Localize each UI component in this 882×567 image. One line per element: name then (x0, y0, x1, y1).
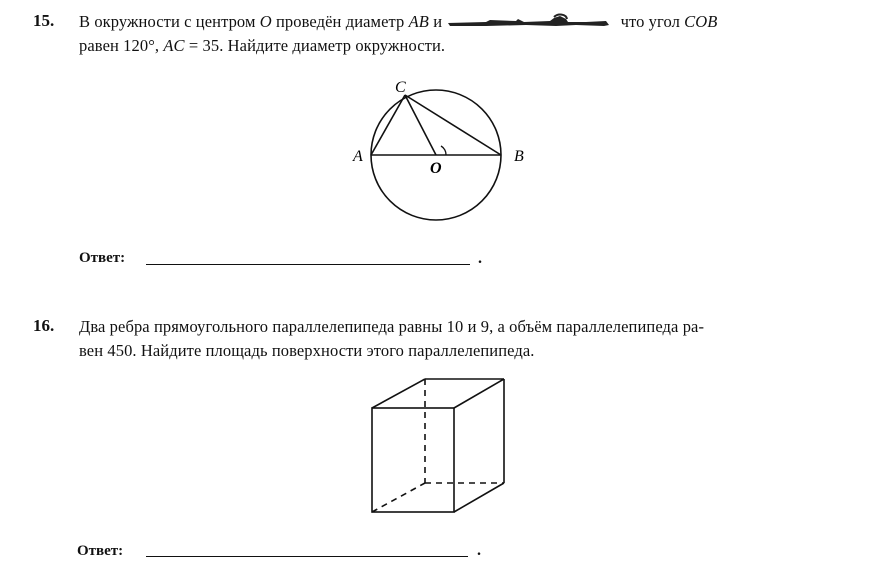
circle-figure (340, 75, 540, 235)
hidden-edge-bottom-left (372, 483, 425, 512)
label-a: A (353, 148, 363, 165)
segment-cb (405, 95, 501, 155)
p15-text-6: = 35. Найдите диаметр окружности. (184, 36, 446, 55)
p15-angle-label: COB (684, 12, 718, 31)
problem-16-number: 16. (33, 316, 55, 335)
problem-16-line-2: вен 450. Найдите площадь поверхности этого параллелепипеда. (79, 341, 535, 360)
p15-text-4: что угол (616, 12, 685, 31)
problem-15-number: 15. (33, 11, 55, 30)
parallelepiped-figure (360, 370, 520, 520)
label-b: B (514, 148, 524, 165)
segment-ac (371, 95, 405, 155)
p15-text-1: В окружности с центром (79, 12, 260, 31)
ink-smudge-icon (446, 13, 616, 29)
label-c: C (395, 79, 406, 96)
edge-top-right (454, 379, 504, 408)
edge-top-left (372, 379, 425, 408)
label-o: O (430, 160, 442, 177)
p15-center-label: O (259, 12, 272, 31)
p15-text-2: проведён диаметр (271, 12, 409, 31)
answer-label-15: Ответ: (79, 250, 126, 266)
edge-bottom-right (454, 483, 504, 512)
answer-label-16: Ответ: (77, 543, 124, 559)
answer-field-16[interactable] (146, 556, 468, 557)
answer-field-15[interactable] (146, 264, 470, 265)
problem-15-line-1 (79, 12, 717, 32)
answer-dot-16: . (477, 542, 481, 559)
problem-16-line-1: Два ребра прямоугольного параллелепипеда равны 10 и 9, а объём параллелепипеда ра- (79, 317, 705, 336)
p15-text-5: равен 120°, (79, 36, 164, 55)
p15-diameter-label: AB (408, 12, 429, 31)
problem-15-line-2 (79, 36, 445, 56)
p15-text-3: и (428, 12, 447, 31)
p15-chord-label: AC (163, 36, 185, 55)
front-face (372, 408, 454, 512)
angle-cob-arc (441, 146, 446, 155)
scribbled-out-text (446, 12, 616, 32)
answer-dot-15: . (478, 250, 482, 267)
